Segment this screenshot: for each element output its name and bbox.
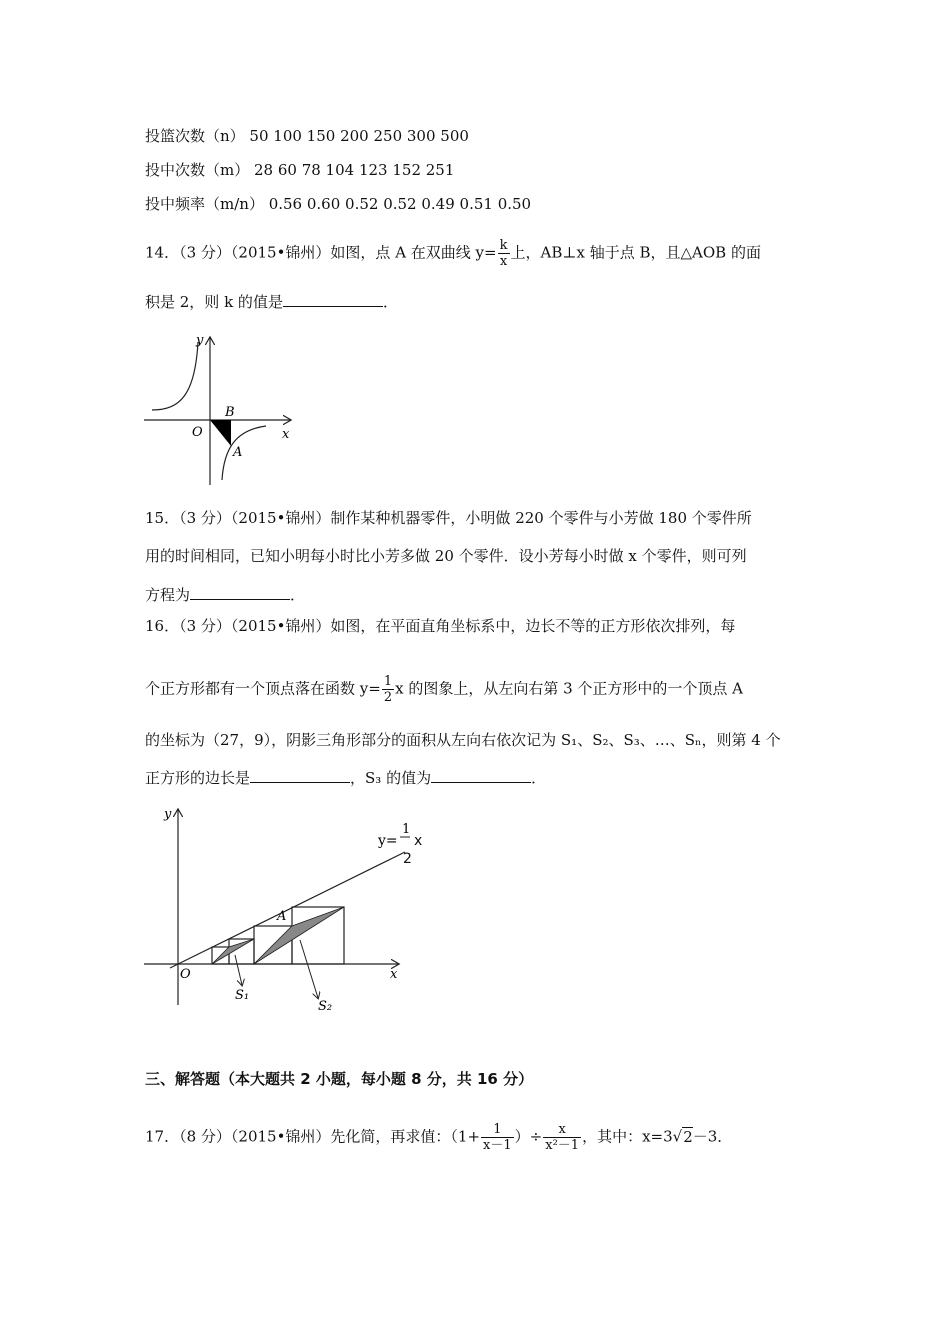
q17-fraction-2 xyxy=(543,1122,581,1153)
q14-line2-text: 积是 2，则 k 的值是 xyxy=(145,293,283,311)
q14-fig-b-label: B xyxy=(225,405,235,420)
q15-line2: 用的时间相同，已知小明每小时比小芳多做 20 个零件．设小芳每小时做 x 个零件，则可列 xyxy=(145,547,747,565)
q16-line3: 的坐标为（27，9），阴影三角形部分的面积从左向右依次记为 S₁、S₂、S₃、…、Sₙ，则第 4 个 xyxy=(145,731,781,749)
q14-frac-den: x xyxy=(499,254,508,269)
q16-line4-prefix: 正方形的边长是 xyxy=(145,769,251,787)
q16-fig-y-label: y xyxy=(164,807,172,822)
table-row-frequency: 投中频率（m/n） 0.56 0.60 0.52 0.52 0.49 0.51 0.50 xyxy=(145,195,532,213)
q14-fig-y-label: y xyxy=(196,333,204,348)
q17-f2-num: x xyxy=(543,1122,581,1138)
q14-frac-num: k xyxy=(499,238,508,253)
sqrt-icon: √ xyxy=(672,1127,683,1146)
q16-answer-blank-2[interactable] xyxy=(431,766,531,783)
q16-end: ． xyxy=(531,769,547,787)
q16-answer-blank-1[interactable] xyxy=(250,766,350,783)
table-row-hits: 投中次数（m） 28 60 78 104 123 152 251 xyxy=(145,161,455,179)
q16-fig-s2-label: S₂ xyxy=(318,999,333,1014)
q17-fraction-1 xyxy=(481,1122,514,1153)
q16-line2-prefix: 个正方形都有一个顶点落在函数 y= xyxy=(145,679,381,698)
q14-fig-origin-label: O xyxy=(192,425,203,440)
q15-line3-text: 方程为 xyxy=(145,586,191,604)
q15-answer-blank[interactable] xyxy=(190,583,290,600)
q16-fraction xyxy=(382,674,394,705)
q17-mid: ）÷ xyxy=(514,1127,543,1146)
q14-line2 xyxy=(145,290,398,312)
q17-sqrt-arg: 2 xyxy=(683,1127,693,1146)
q16-fig-eq-prefix: y= xyxy=(378,833,398,849)
q14-end: ． xyxy=(382,293,398,311)
q16-fig-x-label: x xyxy=(390,967,398,982)
q16-line2 xyxy=(145,674,743,705)
q17-tail: －3． xyxy=(692,1127,733,1146)
q14-answer-blank[interactable] xyxy=(283,290,383,307)
q17-f2-den: x²－1 xyxy=(545,1138,580,1153)
q14-prefix: 14．（3 分）（2015•锦州）如图，点 A 在双曲线 y= xyxy=(145,243,497,262)
q16-fig-origin-label: O xyxy=(180,967,191,982)
q16-fig-a-label: A xyxy=(277,909,287,924)
q17-cond: ，其中：x=3 xyxy=(582,1127,673,1146)
q15-end: ． xyxy=(290,586,306,604)
q16-line1: 16．（3 分）（2015•锦州）如图，在平面直角坐标系中，边长不等的正方形依次排列，每 xyxy=(145,617,736,635)
q16-figure xyxy=(140,800,410,1020)
q16-fig-eq-num: 1 xyxy=(402,822,410,837)
q14-line1 xyxy=(145,238,761,269)
q14-fig-a-label: A xyxy=(233,445,243,460)
q15-line1: 15．（3 分）（2015•锦州）制作某种机器零件，小明做 220 个零件与小芳做 180 个零件所 xyxy=(145,509,752,527)
q17-f1-num: 1 xyxy=(481,1122,514,1138)
q16-fig-eq-suffix: x xyxy=(414,833,423,849)
q16-line4 xyxy=(145,766,546,788)
q14-figure xyxy=(140,330,300,490)
q16-frac-num: 1 xyxy=(383,674,393,689)
q17-line xyxy=(145,1122,732,1153)
q14-suffix: 上，AB⊥x 轴于点 B，且△AOB 的面 xyxy=(510,243,761,262)
q16-frac-den: 2 xyxy=(383,690,393,705)
section-three-title: 三、解答题（本大题共 2 小题，每小题 8 分，共 16 分） xyxy=(145,1070,534,1088)
q15-line3 xyxy=(145,583,305,605)
table-row-attempts: 投篮次数（n） 50 100 150 200 250 300 500 xyxy=(145,127,469,145)
q14-fraction xyxy=(498,238,510,269)
q16-fig-eq-den: 2 xyxy=(403,851,412,867)
q17-f1-den: x－1 xyxy=(483,1138,512,1153)
q17-prefix: 17．（8 分）（2015•锦州）先化简，再求值：（1+ xyxy=(145,1127,481,1146)
q16-line4-mid: ，S₃ 的值为 xyxy=(350,769,432,787)
q16-fig-s1-label: S₁ xyxy=(235,988,250,1003)
q16-line2-suffix: x 的图象上，从左向右第 3 个正方形中的一个顶点 A xyxy=(395,679,744,698)
q14-fig-x-label: x xyxy=(282,427,290,442)
